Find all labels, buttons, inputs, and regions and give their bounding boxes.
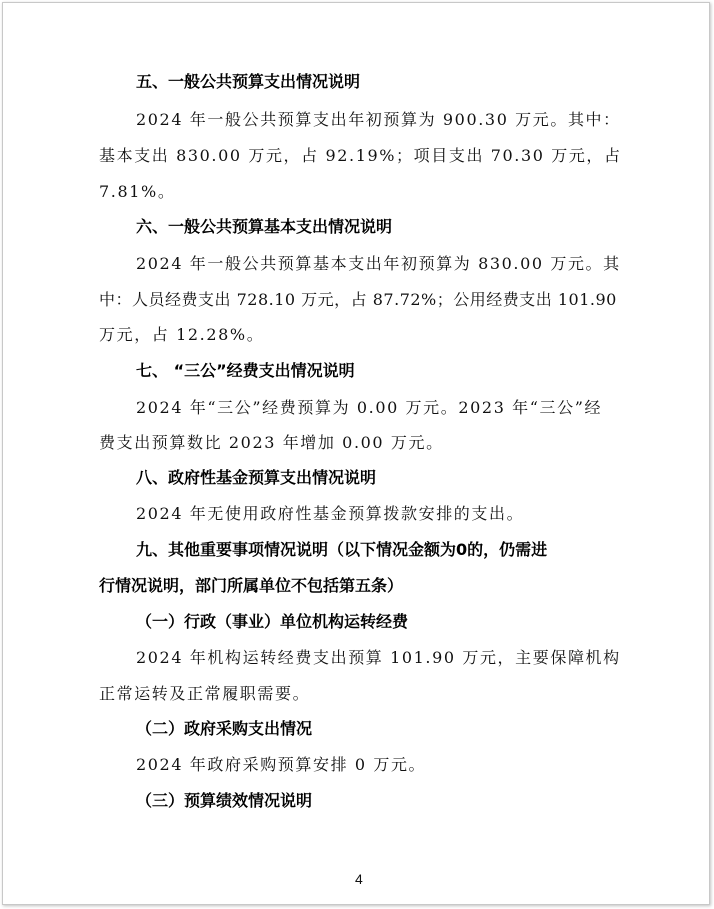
subsection-1-text-line-1: 2024 年机构运转经费支出预算 101.90 万元，主要保障机构 bbox=[136, 648, 621, 667]
subsection-2-heading: （二）政府采购支出情况 bbox=[136, 719, 313, 738]
section-9-heading-line-1: 九、其他重要事项情况说明（以下情况金额为0的，仍需进 bbox=[136, 540, 548, 559]
subsection-2-text-line-1: 2024 年政府采购预算安排 0 万元。 bbox=[136, 755, 427, 774]
page-number: 4 bbox=[355, 871, 363, 887]
section-8-heading: 八、政府性基金预算支出情况说明 bbox=[136, 468, 377, 487]
section-5-text-line-3: 7.81%。 bbox=[99, 182, 176, 201]
subsection-1-heading: （一）行政（事业）单位机构运转经费 bbox=[136, 612, 409, 631]
subsection-1-text-line-2: 正常运转及正常履职需要。 bbox=[99, 684, 311, 703]
section-7-text-line-2: 费支出预算数比 2023 年增加 0.00 万元。 bbox=[99, 433, 444, 452]
section-7-text-line-1: 2024 年“三公”经费预算为 0.00 万元。2023 年“三公”经 bbox=[136, 398, 603, 417]
section-6-heading: 六、一般公共预算基本支出情况说明 bbox=[136, 217, 393, 236]
section-6-text-line-3: 万元，占 12.28%。 bbox=[99, 325, 265, 344]
section-7-heading: 七、 “三公”经费支出情况说明 bbox=[136, 361, 355, 380]
section-5-heading: 五、一般公共预算支出情况说明 bbox=[136, 72, 361, 91]
subsection-3-heading: （三）预算绩效情况说明 bbox=[136, 791, 313, 810]
section-9-heading-line-2: 行情况说明，部门所属单位不包括第五条） bbox=[99, 576, 404, 595]
section-5-text-line-1: 2024 年一般公共预算支出年初预算为 900.30 万元。其中： bbox=[136, 110, 621, 129]
section-6-text-line-1: 2024 年一般公共预算基本支出年初预算为 830.00 万元。其 bbox=[136, 254, 621, 273]
section-6-text-line-2: 中：人员经费支出 728.10 万元，占 87.72%；公用经费支出 101.90 bbox=[99, 290, 617, 309]
document-page bbox=[2, 2, 710, 905]
section-8-text-line-1: 2024 年无使用政府性基金预算拨款安排的支出。 bbox=[136, 504, 525, 523]
section-5-text-line-2: 基本支出 830.00 万元，占 92.19%；项目支出 70.30 万元，占 bbox=[99, 146, 622, 165]
